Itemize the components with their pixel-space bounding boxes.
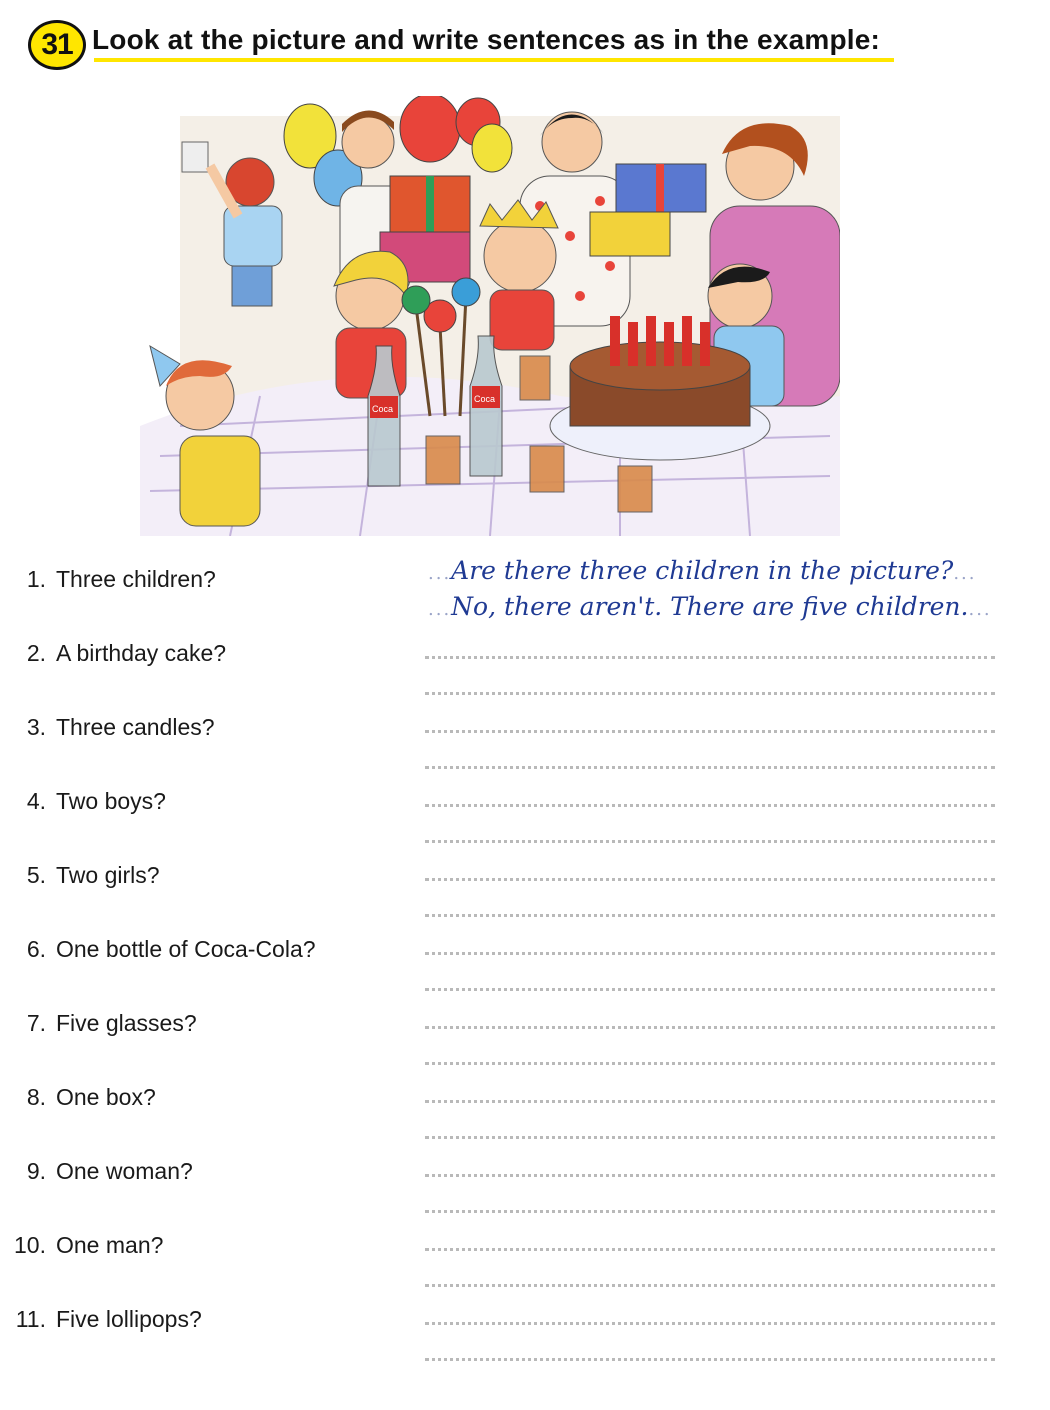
answer-line[interactable]	[425, 1174, 995, 1177]
answer-line[interactable]	[425, 840, 995, 843]
answer-line[interactable]	[425, 1284, 995, 1287]
question-item: 2. A birthday cake?	[26, 640, 227, 666]
answer-line[interactable]	[425, 952, 995, 955]
boy-with-crown	[480, 200, 558, 350]
answer-line[interactable]	[425, 1210, 995, 1213]
exercise-title: Look at the picture and write sentences as in the example:	[92, 24, 881, 55]
answer-line[interactable]	[425, 804, 995, 807]
bottle-label-1: Coca	[372, 404, 394, 414]
example-answer: ...No, there aren't. There are five children....	[428, 592, 992, 621]
answer-line[interactable]	[425, 1322, 995, 1325]
answer-line[interactable]	[425, 878, 995, 881]
question-item: 3. Three candles?	[26, 714, 215, 740]
answer-line[interactable]	[425, 766, 995, 769]
question-item: 11. Five lollipops?	[15, 1306, 202, 1332]
title-highlight	[94, 58, 894, 62]
question-item: 8. One box?	[26, 1084, 156, 1110]
exercise-number-badge	[28, 20, 86, 70]
answer-line[interactable]	[425, 1026, 995, 1029]
answer-line[interactable]	[425, 692, 995, 695]
exercise-number: 31	[41, 28, 73, 61]
answer-line[interactable]	[425, 730, 995, 733]
answer-line[interactable]	[425, 914, 995, 917]
question-item: 9. One woman?	[26, 1158, 193, 1184]
question-item: 1. Three children?	[26, 566, 216, 592]
example-question-text: Are there three children in the picture?	[451, 556, 954, 585]
answer-line[interactable]	[425, 1136, 995, 1139]
question-item: 6. One bottle of Coca-Cola?	[26, 936, 316, 962]
question-item: 10. One man?	[14, 1232, 164, 1258]
question-item: 7. Five glasses?	[26, 1010, 197, 1036]
answer-line[interactable]	[425, 1248, 995, 1251]
answer-line[interactable]	[425, 656, 995, 659]
answer-line[interactable]	[425, 1100, 995, 1103]
answer-line[interactable]	[425, 1358, 995, 1361]
answer-line[interactable]	[425, 1062, 995, 1065]
bottle-label-2: Coca	[474, 394, 496, 404]
question-item: 5. Two girls?	[26, 862, 160, 888]
birthday-party-illustration	[140, 96, 840, 536]
example-question: ...Are there three children in the picture?...	[428, 556, 977, 585]
answer-line[interactable]	[425, 988, 995, 991]
example-answer-text: No, there aren't. There are five children.	[451, 592, 969, 621]
question-item: 4. Two boys?	[26, 788, 166, 814]
